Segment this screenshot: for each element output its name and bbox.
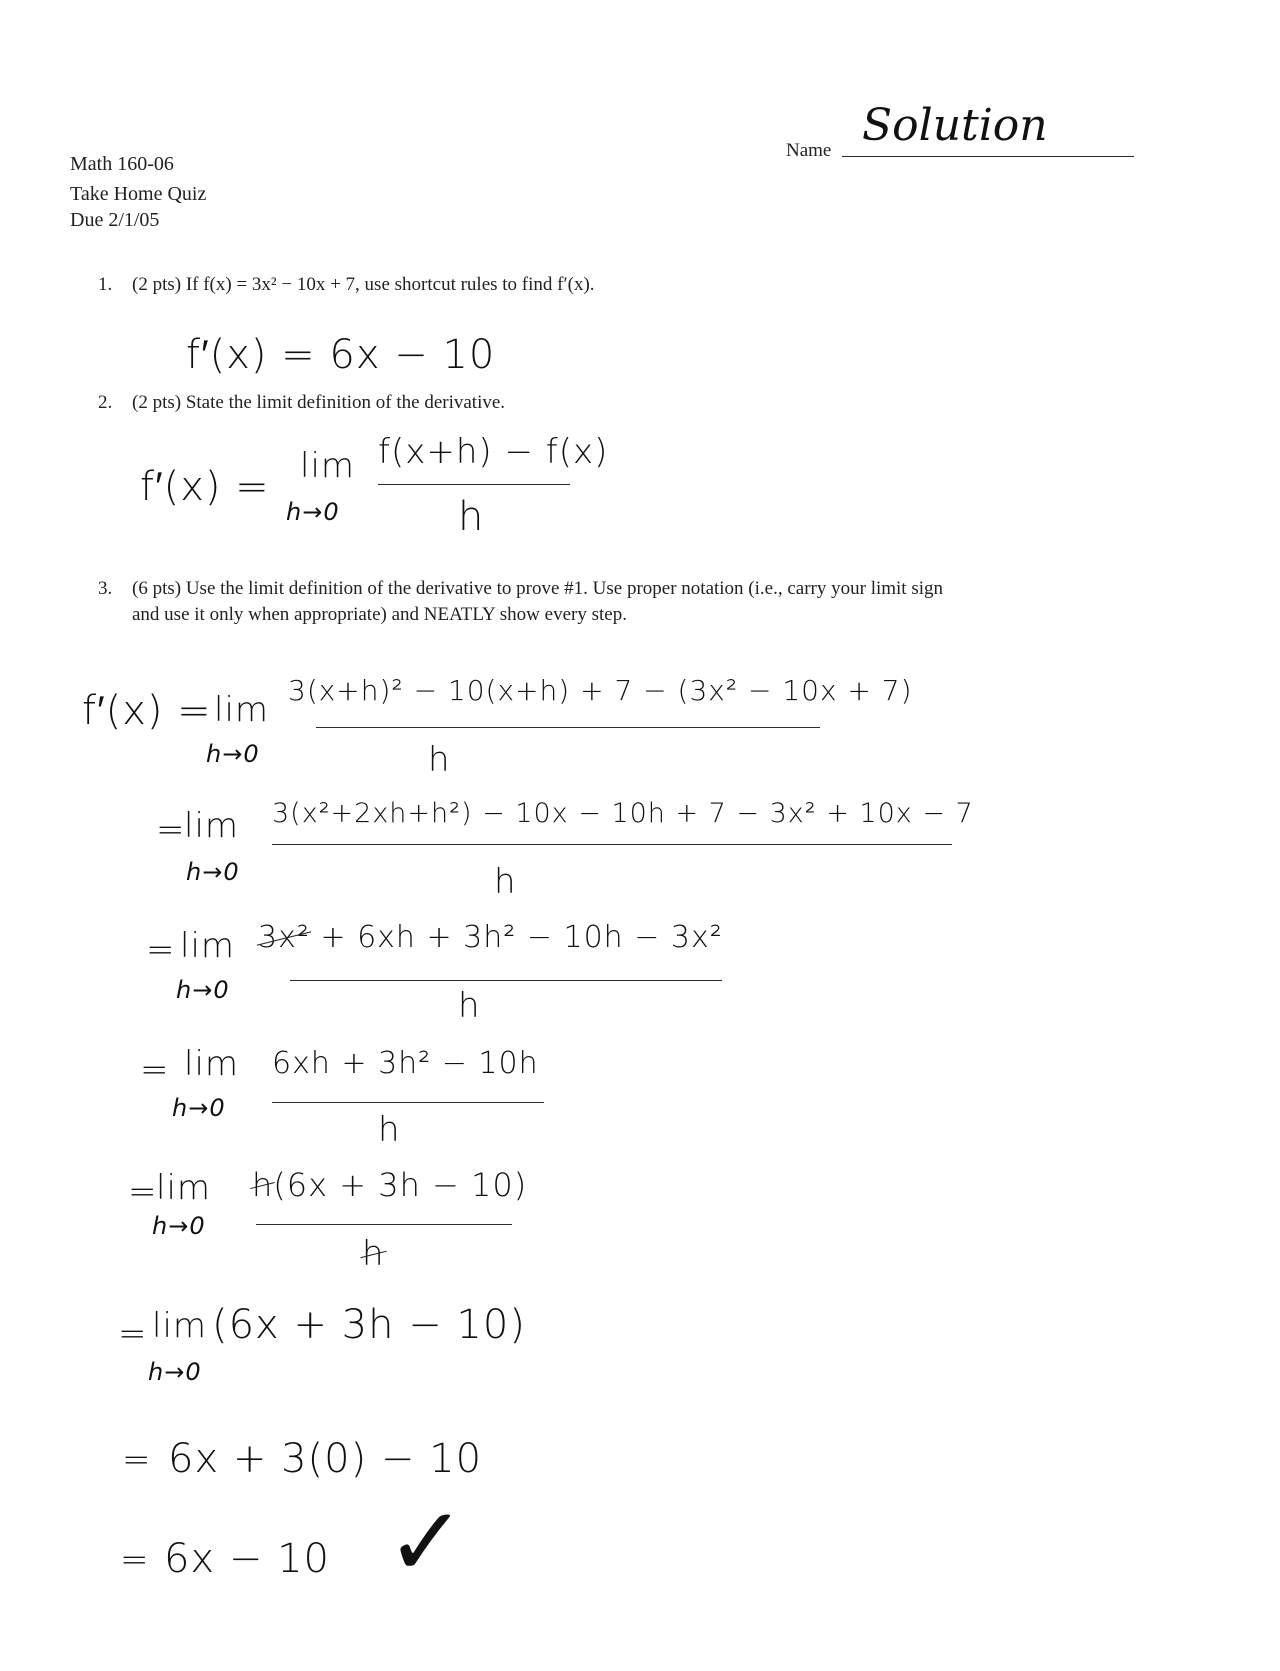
- work-step3-fraction-bar: [290, 980, 722, 981]
- work-step1-lim: lim: [214, 690, 270, 730]
- work-step4-eq: =: [140, 1050, 170, 1090]
- name-label: Name: [786, 140, 832, 161]
- question-1: [98, 272, 595, 298]
- work-step1-lim-sub: h→0: [206, 740, 260, 768]
- question-3-text-line2: and use it only when appropriate) and NEATLY show every step.: [132, 603, 627, 625]
- work-step3-lim: lim: [180, 926, 236, 966]
- work-step5-denominator: [362, 1234, 385, 1274]
- work-step5-numerator-rest: (6x + 3h − 10): [273, 1166, 528, 1204]
- work-lhs: f′(x) =: [82, 688, 212, 734]
- answer-2-numerator: f(x+h) − f(x): [378, 432, 609, 472]
- work-step2-numerator: 3(x²+2xh+h²) − 10x − 10h + 7 − 3x² + 10x − 7: [272, 798, 974, 829]
- work-final-eq: =: [120, 1540, 150, 1580]
- answer-2-lim-sub: h→0: [286, 498, 340, 526]
- question-2: [98, 390, 505, 416]
- work-step4-lim: lim: [184, 1044, 240, 1084]
- work-step5-cancelled-h: h: [252, 1166, 274, 1204]
- work-step3-lim-sub: h→0: [176, 976, 230, 1004]
- work-step5-eq: =: [128, 1172, 158, 1212]
- work-step2-eq: =: [156, 810, 186, 850]
- answer-2-lim: lim: [300, 446, 356, 486]
- course-title: Math 160-06: [70, 153, 174, 175]
- work-step4-fraction-bar: [272, 1102, 544, 1103]
- check-mark-icon: ✓: [386, 1486, 467, 1598]
- work-final-answer: 6x − 10: [164, 1536, 330, 1582]
- work-step6-eq: =: [118, 1314, 148, 1354]
- answer-2-fraction-bar: [378, 484, 570, 485]
- work-step1-fraction-bar: [316, 727, 820, 728]
- work-step5-lim: lim: [156, 1168, 212, 1208]
- question-3-text-line1: (6 pts) Use the limit definition of the derivative to prove #1. Use proper notation (i.e., carry your limit sign: [132, 578, 944, 599]
- answer-1: f′(x) = 6x − 10: [186, 332, 496, 378]
- work-step5-fraction-bar: [256, 1224, 512, 1225]
- work-step3-numerator: [258, 920, 723, 955]
- question-3: [98, 576, 1178, 627]
- work-step3-cancelled-term: 3x²: [258, 920, 310, 955]
- work-step5-cancelled-denominator: h: [362, 1234, 385, 1274]
- due-date: Due 2/1/05: [70, 209, 160, 231]
- work-step2-lim-sub: h→0: [186, 858, 240, 886]
- question-3-number: 3.: [98, 578, 113, 599]
- work-step6-lim-sub: h→0: [148, 1358, 202, 1386]
- work-step2-lim: lim: [184, 806, 240, 846]
- name-signature: Solution: [862, 100, 1048, 151]
- work-step6-expression: (6x + 3h − 10): [212, 1302, 526, 1348]
- question-1-number: 1.: [98, 274, 113, 295]
- work-step2-denominator: h: [494, 862, 517, 902]
- work-step5-numerator: [252, 1166, 527, 1204]
- work-step4-numerator: 6xh + 3h² − 10h: [272, 1046, 539, 1081]
- work-step3-eq: =: [146, 930, 176, 970]
- question-2-text: (2 pts) State the limit definition of the derivative.: [132, 392, 506, 413]
- work-step7-expression: 6x + 3(0) − 10: [168, 1436, 483, 1482]
- work-step7-eq: =: [122, 1440, 152, 1480]
- question-1-text: (2 pts) If f(x) = 3x² − 10x + 7, use shortcut rules to find f′(x).: [132, 274, 595, 295]
- work-step3-denominator: h: [458, 986, 481, 1026]
- question-2-number: 2.: [98, 392, 113, 413]
- work-step1-numerator: 3(x+h)² − 10(x+h) + 7 − (3x² − 10x + 7): [288, 674, 913, 707]
- work-step4-lim-sub: h→0: [172, 1094, 226, 1122]
- work-step6-lim: lim: [152, 1306, 208, 1346]
- work-step2-fraction-bar: [272, 844, 952, 845]
- answer-2-lhs: f′(x) =: [140, 464, 270, 510]
- answer-2-denominator: h: [458, 494, 485, 540]
- work-step1-denominator: h: [428, 740, 451, 780]
- quiz-title: Take Home Quiz: [70, 183, 207, 205]
- work-step4-denominator: h: [378, 1110, 401, 1150]
- work-step5-lim-sub: h→0: [152, 1212, 206, 1240]
- name-underline: [842, 156, 1134, 157]
- work-step3-numerator-rest: + 6xh + 3h² − 10h − 3x²: [320, 920, 723, 955]
